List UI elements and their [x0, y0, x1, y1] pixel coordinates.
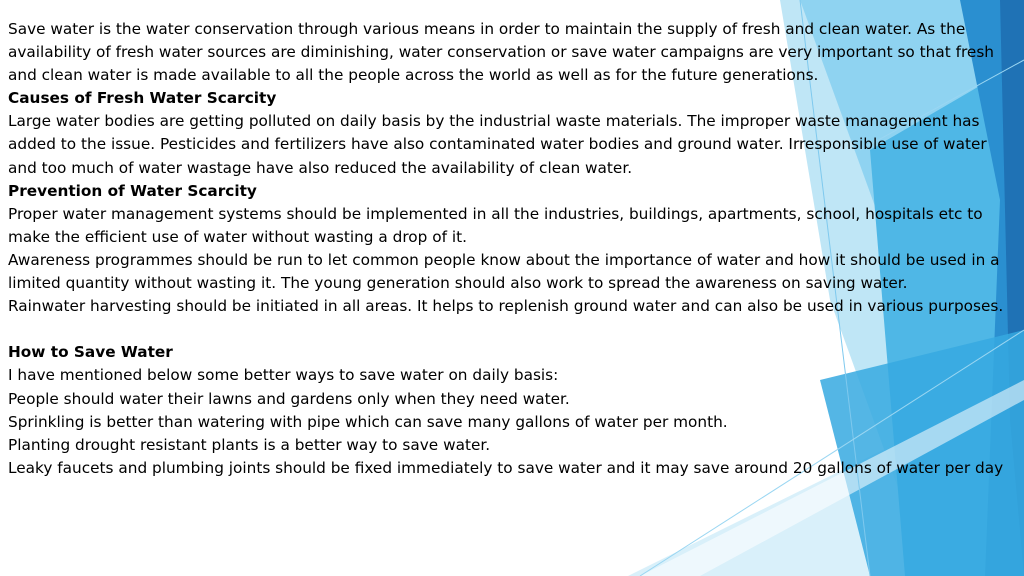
prevention-item: Awareness programmes should be run to let common people know about the importance of water and how it should be used in a limited quantity without wasting it. The young generation should also work to spread the awareness on saving water. — [8, 250, 1000, 293]
howto-item: Sprinkling is better than watering with pipe which can save many gallons of water per month. — [8, 412, 728, 431]
prevention-heading: Prevention of Water Scarcity — [8, 181, 257, 200]
howto-item: People should water their lawns and gardens only when they need water. — [8, 389, 570, 408]
howto-item: Leaky faucets and plumbing joints should be fixed immediately to save water and it may save around 20 gallons of water per day — [8, 458, 1004, 477]
intro-paragraph: Save water is the water conservation through various means in order to maintain the supply of fresh and clean water. As the availability of fresh water sources are diminishing, water conservation or save water campaigns are very important so that fresh and clean water is made available to all the people across the world as well as for the future generations. — [8, 20, 994, 85]
prevention-item: Rainwater harvesting should be initiated in all areas. It helps to replenish ground water and can also be used in various purposes. — [8, 297, 1004, 316]
howto-item: I have mentioned below some better ways to save water on daily basis: — [8, 366, 559, 385]
howto-heading: How to Save Water — [8, 343, 173, 362]
howto-item: Planting drought resistant plants is a better way to save water. — [8, 435, 491, 454]
slide-body-text — [8, 18, 1018, 480]
causes-paragraph: Large water bodies are getting polluted on daily basis by the industrial waste materials. The improper waste management has added to the issue. Pesticides and fertilizers have also contaminated water bodies and ground water. Irresponsible use of water and too much of water wastage have also reduced the availability of clean water. — [8, 112, 987, 177]
spacer — [8, 318, 1018, 341]
prevention-item: Proper water management systems should be implemented in all the industries, buildings, apartments, school, hospitals etc to make the efficient use of water without wasting a drop of it. — [8, 204, 983, 246]
causes-heading: Causes of Fresh Water Scarcity — [8, 89, 277, 108]
